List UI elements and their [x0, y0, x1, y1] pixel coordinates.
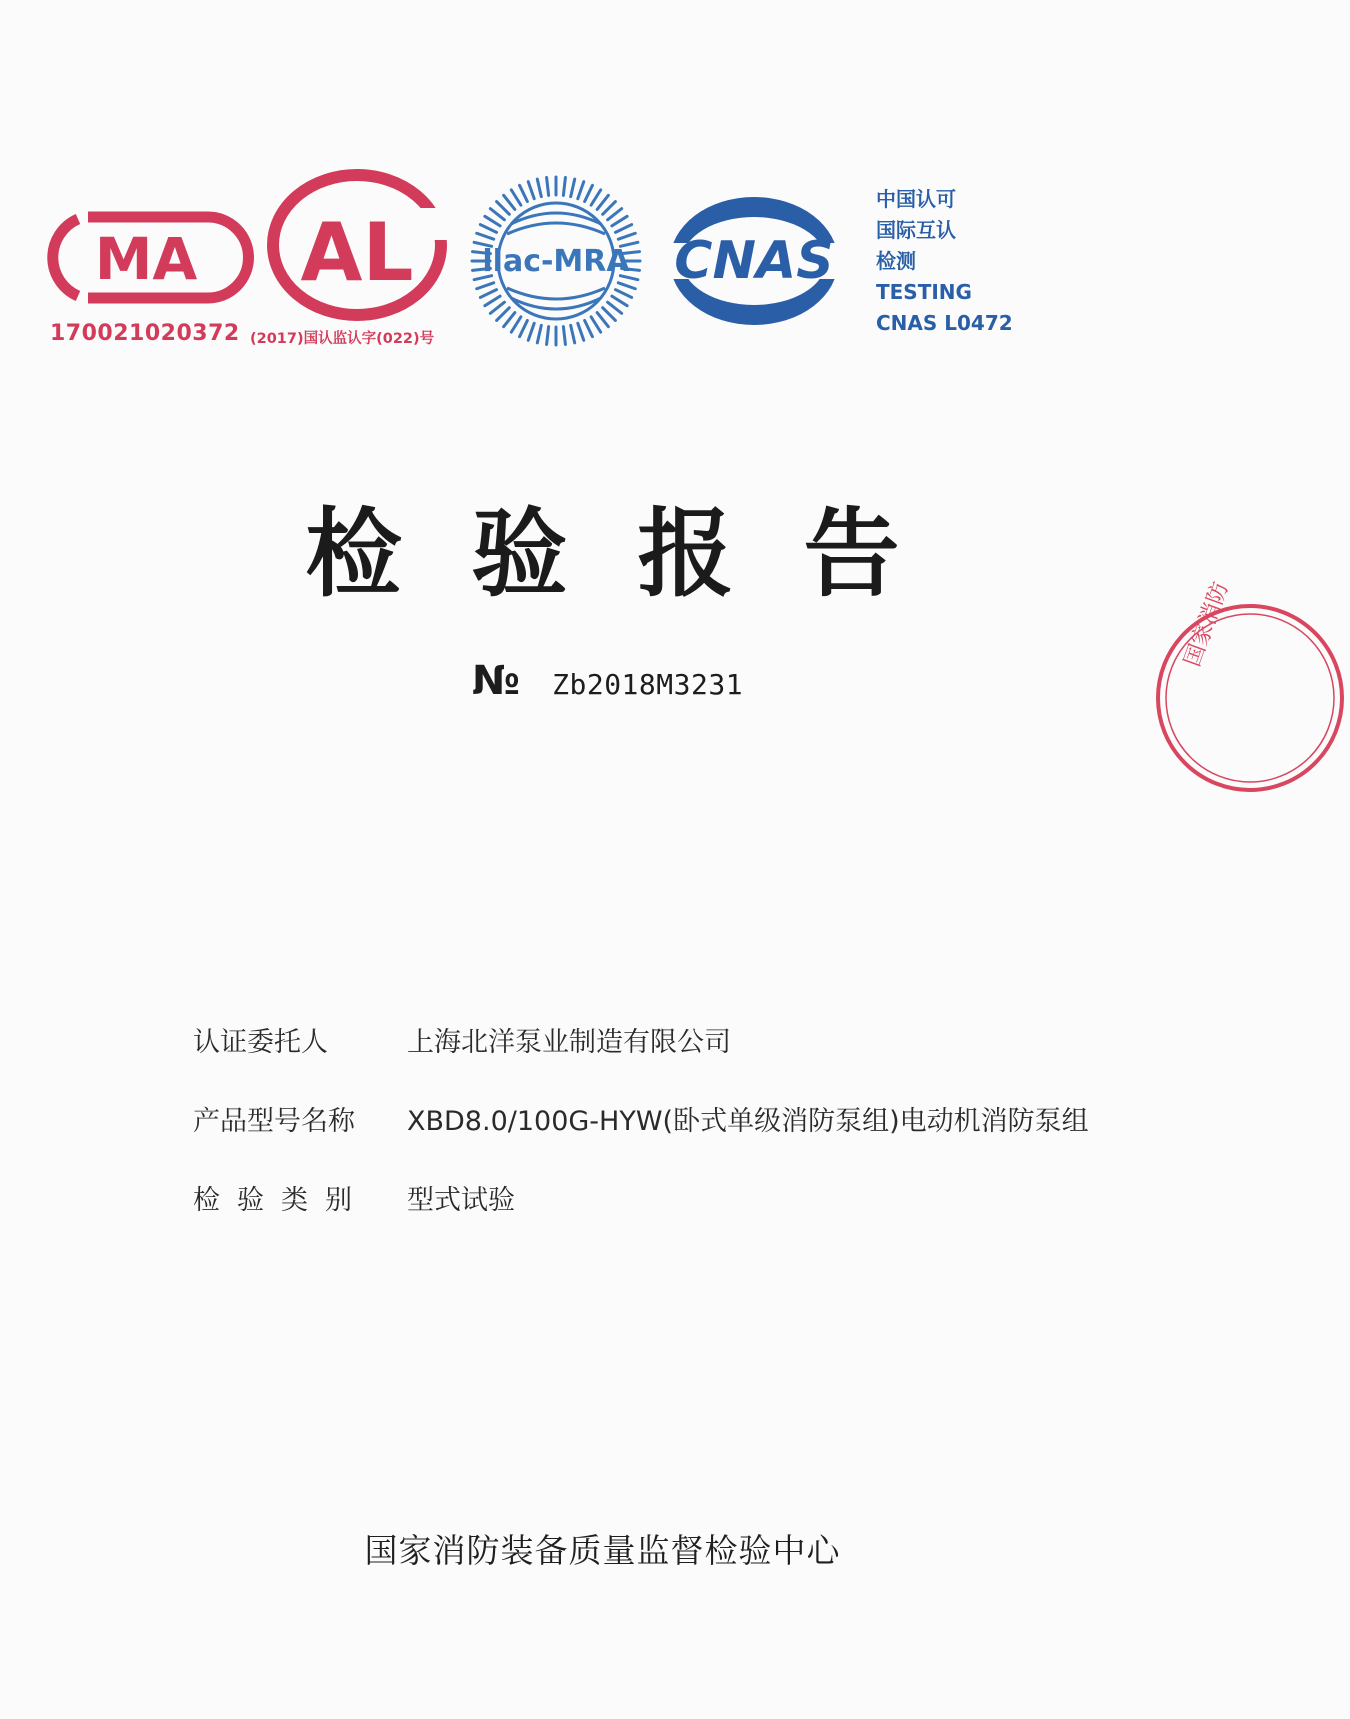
- title-char: 报: [637, 498, 734, 610]
- ilac-ray: [520, 185, 528, 201]
- ilac-ray: [563, 327, 565, 345]
- test-type-value: 型式试验: [407, 1185, 515, 1216]
- ilac-ray: [497, 202, 510, 215]
- ilac-ray: [618, 233, 635, 239]
- info-row-test-type: [193, 1178, 1089, 1218]
- ilac-ray: [537, 179, 541, 197]
- ilac-ray: [591, 317, 601, 332]
- cnas-line: CNAS L0472: [876, 311, 1013, 335]
- ilac-ray: [597, 313, 608, 327]
- ilac-ray: [480, 290, 496, 298]
- cal-logo-text: AL: [300, 206, 414, 299]
- cnas-logo-text: CNAS: [674, 231, 834, 291]
- ilac-ray: [612, 296, 627, 306]
- info-row-client: [193, 1020, 1089, 1060]
- ilac-ray: [591, 190, 601, 205]
- ilac-ray: [511, 190, 521, 205]
- cnas-line: 检测: [876, 249, 916, 273]
- ilac-ray: [477, 233, 494, 239]
- ilac-ray: [612, 216, 627, 226]
- ilac-ray: [504, 313, 515, 327]
- product-label: 产品型号名称: [193, 1106, 355, 1137]
- seal-text: 国家消防: [1180, 578, 1234, 671]
- cnas-accreditation-text: [876, 184, 1013, 339]
- ilac-ray: [571, 325, 575, 343]
- title-char: 验: [471, 498, 568, 610]
- cma-code: 170021020372: [50, 321, 240, 346]
- ilac-ray: [520, 320, 528, 336]
- cma-logo-icon: [48, 205, 236, 310]
- ilac-ray: [615, 290, 631, 298]
- ilac-ray: [490, 209, 504, 220]
- ilac-mra-logo-icon: [467, 172, 645, 350]
- ilac-ray: [585, 185, 593, 201]
- report-info: [193, 1020, 1089, 1257]
- ilac-ray: [480, 225, 496, 233]
- report-number-value: Zb2018M3231: [552, 668, 744, 701]
- cma-logo-text: MA: [94, 225, 198, 293]
- client-label: 认证委托人: [193, 1027, 328, 1058]
- ilac-ray: [578, 323, 584, 340]
- cnas-line: 国际互认: [876, 218, 956, 242]
- cal-code: (2017)国认监认字(022)号: [250, 331, 435, 347]
- report-number: [472, 658, 743, 704]
- ilac-logo-text: ilac-MRA: [482, 244, 630, 279]
- number-sign: №: [472, 658, 521, 704]
- product-value: XBD8.0/100G-HYW(卧式单级消防泵组)电动机消防泵组: [407, 1106, 1089, 1137]
- ilac-ray: [485, 216, 500, 226]
- ilac-ray: [608, 302, 622, 313]
- ilac-ray: [615, 225, 631, 233]
- cnas-line: 中国认可: [876, 187, 956, 211]
- ilac-ray: [603, 308, 616, 321]
- ilac-ray: [477, 283, 494, 289]
- ilac-ray: [528, 182, 534, 199]
- issuing-organization: 国家消防装备质量监督检验中心: [364, 1531, 841, 1570]
- ilac-ray: [597, 195, 608, 209]
- ilac-ray: [497, 308, 510, 321]
- official-seal-icon: [1150, 578, 1350, 798]
- accreditation-logos: [0, 0, 1205, 360]
- test-type-label: 检验类别: [193, 1185, 369, 1216]
- title-char: 告: [803, 498, 900, 610]
- ilac-ray: [547, 178, 549, 196]
- ilac-ray: [571, 179, 575, 197]
- ilac-ray: [563, 178, 565, 196]
- ilac-ray: [537, 325, 541, 343]
- ilac-ray: [578, 182, 584, 199]
- client-value: 上海北洋泵业制造有限公司: [407, 1027, 731, 1058]
- cal-logo-icon: [265, 168, 450, 323]
- ilac-ray: [490, 302, 504, 313]
- ilac-ray: [504, 195, 515, 209]
- ilac-ray: [511, 317, 521, 332]
- cnas-line: TESTING: [876, 280, 972, 304]
- cnas-logo-icon: [658, 190, 850, 332]
- ilac-ray: [528, 323, 534, 340]
- ilac-ray: [603, 202, 616, 215]
- page-title: [0, 478, 1205, 615]
- ilac-ray: [547, 327, 549, 345]
- ilac-ray: [585, 320, 593, 336]
- title-char: 检: [305, 498, 402, 610]
- ilac-ray: [608, 209, 622, 220]
- ilac-ray: [618, 283, 635, 289]
- info-row-product: [193, 1099, 1089, 1139]
- ilac-ray: [485, 296, 500, 306]
